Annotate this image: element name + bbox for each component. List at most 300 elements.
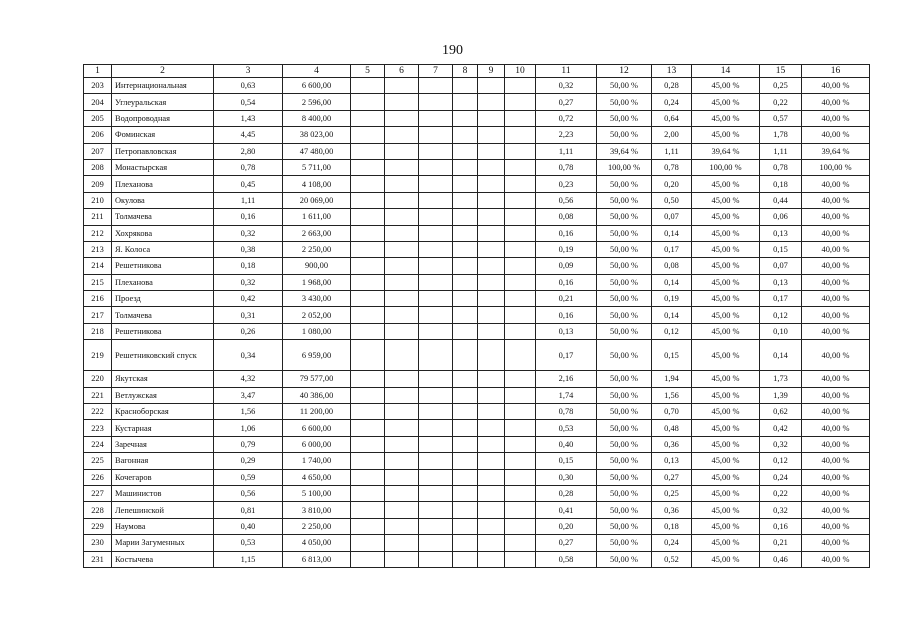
cell-street-name: Интернациональная [112,78,214,94]
cell-col-14: 45,00 % [692,209,760,225]
cell-col-11: 0,27 [536,535,597,551]
cell-col-4: 2 250,00 [283,518,351,534]
cell-empty [351,192,385,208]
cell-col-11: 0,72 [536,110,597,126]
cell-col-14: 45,00 % [692,371,760,387]
cell-empty [478,404,505,420]
table-row [84,535,870,551]
table-row [84,340,870,371]
table-header-row [84,65,870,78]
cell-col-14: 45,00 % [692,453,760,469]
cell-col-13: 0,17 [652,241,692,257]
table-row [84,404,870,420]
cell-empty [385,127,419,143]
cell-row-number: 219 [84,340,112,371]
cell-empty [351,485,385,501]
cell-col-11: 1,11 [536,143,597,159]
cell-col-12: 50,00 % [597,323,652,339]
cell-col-13: 2,00 [652,127,692,143]
cell-row-number: 225 [84,453,112,469]
cell-col-4: 5 711,00 [283,159,351,175]
cell-col-11: 0,78 [536,404,597,420]
cell-col-11: 0,09 [536,258,597,274]
cell-empty [478,94,505,110]
cell-col-11: 0,23 [536,176,597,192]
cell-empty [478,535,505,551]
cell-col-14: 45,00 % [692,535,760,551]
cell-empty [351,453,385,469]
cell-col-15: 0,13 [760,274,802,290]
table-row [84,78,870,94]
cell-col-3: 0,81 [214,502,283,518]
cell-empty [419,192,453,208]
cell-street-name: Лепешинской [112,502,214,518]
cell-col-3: 0,42 [214,291,283,307]
cell-empty [351,307,385,323]
cell-col-16: 40,00 % [802,323,870,339]
cell-col-15: 0,46 [760,551,802,567]
cell-empty [505,420,536,436]
cell-row-number: 218 [84,323,112,339]
cell-empty [478,159,505,175]
cell-row-number: 222 [84,404,112,420]
cell-empty [385,258,419,274]
table-row [84,436,870,452]
cell-street-name: Водопроводная [112,110,214,126]
cell-col-14: 45,00 % [692,502,760,518]
cell-empty [419,241,453,257]
cell-col-15: 0,44 [760,192,802,208]
column-header: 15 [760,65,802,78]
cell-row-number: 215 [84,274,112,290]
column-header: 3 [214,65,283,78]
cell-col-16: 40,00 % [802,78,870,94]
cell-street-name: Решетниковский спуск [112,340,214,371]
cell-col-13: 0,07 [652,209,692,225]
cell-col-16: 40,00 % [802,551,870,567]
cell-empty [351,535,385,551]
cell-empty [505,340,536,371]
cell-empty [385,340,419,371]
cell-col-4: 38 023,00 [283,127,351,143]
cell-empty [385,323,419,339]
cell-col-12: 50,00 % [597,371,652,387]
cell-empty [385,420,419,436]
cell-empty [453,551,478,567]
cell-col-12: 50,00 % [597,551,652,567]
cell-col-3: 0,32 [214,225,283,241]
cell-col-16: 40,00 % [802,469,870,485]
cell-col-3: 0,26 [214,323,283,339]
cell-col-16: 40,00 % [802,241,870,257]
cell-col-14: 45,00 % [692,94,760,110]
cell-col-14: 100,00 % [692,159,760,175]
cell-col-4: 2 250,00 [283,241,351,257]
cell-col-4: 6 600,00 [283,78,351,94]
cell-col-12: 50,00 % [597,518,652,534]
cell-empty [419,535,453,551]
cell-empty [478,436,505,452]
table-row [84,485,870,501]
cell-empty [505,404,536,420]
cell-empty [385,110,419,126]
cell-col-13: 0,28 [652,78,692,94]
cell-col-14: 45,00 % [692,469,760,485]
cell-street-name: Машинистов [112,485,214,501]
cell-street-name: Окулова [112,192,214,208]
cell-col-16: 40,00 % [802,274,870,290]
cell-empty [453,241,478,257]
cell-col-15: 1,39 [760,387,802,403]
cell-empty [351,274,385,290]
cell-empty [453,340,478,371]
cell-col-11: 0,21 [536,291,597,307]
cell-col-11: 0,15 [536,453,597,469]
cell-col-12: 50,00 % [597,387,652,403]
cell-empty [505,307,536,323]
cell-empty [505,469,536,485]
cell-empty [385,535,419,551]
cell-col-16: 40,00 % [802,535,870,551]
cell-col-3: 0,53 [214,535,283,551]
cell-empty [419,143,453,159]
cell-col-12: 50,00 % [597,78,652,94]
cell-col-16: 40,00 % [802,209,870,225]
cell-row-number: 210 [84,192,112,208]
cell-col-14: 45,00 % [692,387,760,403]
cell-empty [505,241,536,257]
cell-empty [351,518,385,534]
table-row [84,453,870,469]
cell-col-16: 40,00 % [802,127,870,143]
cell-empty [505,518,536,534]
table-row [84,371,870,387]
cell-empty [505,436,536,452]
cell-col-16: 40,00 % [802,453,870,469]
table-row [84,518,870,534]
cell-col-15: 0,24 [760,469,802,485]
cell-empty [453,420,478,436]
cell-empty [453,143,478,159]
cell-empty [505,387,536,403]
column-header: 13 [652,65,692,78]
cell-col-13: 0,24 [652,535,692,551]
cell-empty [453,176,478,192]
cell-empty [478,176,505,192]
cell-col-14: 45,00 % [692,192,760,208]
cell-col-13: 0,14 [652,274,692,290]
table-row [84,258,870,274]
cell-col-14: 45,00 % [692,176,760,192]
table-row [84,209,870,225]
cell-col-15: 1,78 [760,127,802,143]
cell-empty [351,94,385,110]
table-row [84,551,870,567]
cell-col-4: 6 813,00 [283,551,351,567]
column-header: 14 [692,65,760,78]
cell-col-16: 40,00 % [802,404,870,420]
cell-col-15: 0,12 [760,307,802,323]
cell-empty [453,159,478,175]
cell-col-4: 900,00 [283,258,351,274]
cell-col-15: 0,57 [760,110,802,126]
cell-street-name: Решетникова [112,323,214,339]
cell-empty [505,159,536,175]
cell-street-name: Я. Колоса [112,241,214,257]
cell-col-14: 45,00 % [692,551,760,567]
cell-col-16: 40,00 % [802,110,870,126]
cell-col-13: 1,11 [652,143,692,159]
cell-empty [453,485,478,501]
cell-empty [478,307,505,323]
cell-col-12: 50,00 % [597,209,652,225]
cell-col-4: 20 069,00 [283,192,351,208]
cell-col-4: 3 430,00 [283,291,351,307]
column-header: 5 [351,65,385,78]
table-row [84,225,870,241]
cell-col-15: 0,25 [760,78,802,94]
cell-empty [453,291,478,307]
cell-col-3: 1,15 [214,551,283,567]
cell-empty [351,371,385,387]
cell-col-4: 2 052,00 [283,307,351,323]
cell-col-11: 0,16 [536,225,597,241]
cell-col-15: 0,32 [760,502,802,518]
cell-col-12: 50,00 % [597,502,652,518]
cell-col-11: 0,27 [536,94,597,110]
cell-col-13: 0,14 [652,307,692,323]
cell-col-12: 50,00 % [597,485,652,501]
cell-col-11: 0,28 [536,485,597,501]
table-row [84,469,870,485]
cell-col-12: 50,00 % [597,340,652,371]
cell-col-15: 0,12 [760,453,802,469]
cell-col-16: 40,00 % [802,291,870,307]
cell-empty [419,127,453,143]
table-row [84,110,870,126]
cell-street-name: Кочегаров [112,469,214,485]
cell-street-name: Петропавловская [112,143,214,159]
table-row [84,291,870,307]
cell-row-number: 228 [84,502,112,518]
cell-empty [453,258,478,274]
cell-col-3: 0,32 [214,274,283,290]
cell-col-4: 4 050,00 [283,535,351,551]
cell-col-3: 0,78 [214,159,283,175]
cell-col-4: 1 740,00 [283,453,351,469]
table-body [84,78,870,568]
table-row [84,192,870,208]
cell-col-3: 4,45 [214,127,283,143]
cell-empty [505,453,536,469]
cell-empty [478,110,505,126]
cell-col-12: 50,00 % [597,469,652,485]
cell-empty [385,551,419,567]
cell-empty [419,323,453,339]
column-header: 8 [453,65,478,78]
cell-empty [385,94,419,110]
table-row [84,387,870,403]
cell-empty [478,274,505,290]
cell-empty [505,94,536,110]
cell-col-13: 0,19 [652,291,692,307]
column-header: 2 [112,65,214,78]
cell-row-number: 229 [84,518,112,534]
cell-row-number: 209 [84,176,112,192]
cell-col-4: 6 000,00 [283,436,351,452]
cell-col-15: 0,07 [760,258,802,274]
cell-col-15: 0,22 [760,485,802,501]
cell-empty [419,94,453,110]
cell-row-number: 220 [84,371,112,387]
cell-col-15: 0,18 [760,176,802,192]
cell-col-15: 0,13 [760,225,802,241]
cell-col-3: 2,80 [214,143,283,159]
cell-empty [505,258,536,274]
cell-col-15: 0,42 [760,420,802,436]
cell-col-11: 0,30 [536,469,597,485]
cell-col-13: 0,18 [652,518,692,534]
cell-col-15: 0,78 [760,159,802,175]
cell-col-12: 50,00 % [597,453,652,469]
cell-empty [385,404,419,420]
cell-col-11: 0,32 [536,78,597,94]
cell-col-12: 50,00 % [597,94,652,110]
cell-empty [419,258,453,274]
page-number: 190 [442,43,463,58]
cell-empty [419,110,453,126]
cell-col-13: 0,20 [652,176,692,192]
cell-col-3: 0,54 [214,94,283,110]
cell-col-14: 45,00 % [692,485,760,501]
cell-col-4: 11 200,00 [283,404,351,420]
table-row [84,94,870,110]
cell-empty [453,110,478,126]
cell-empty [505,291,536,307]
cell-col-13: 0,50 [652,192,692,208]
cell-empty [453,209,478,225]
cell-empty [453,387,478,403]
cell-col-14: 45,00 % [692,110,760,126]
cell-row-number: 206 [84,127,112,143]
cell-col-13: 1,56 [652,387,692,403]
cell-row-number: 231 [84,551,112,567]
cell-col-14: 45,00 % [692,307,760,323]
cell-col-12: 50,00 % [597,535,652,551]
cell-empty [478,518,505,534]
cell-empty [351,502,385,518]
cell-street-name: Толмачева [112,307,214,323]
cell-empty [385,453,419,469]
cell-col-3: 0,29 [214,453,283,469]
cell-empty [419,453,453,469]
cell-col-16: 40,00 % [802,307,870,323]
cell-col-14: 45,00 % [692,241,760,257]
cell-empty [505,176,536,192]
cell-empty [478,485,505,501]
cell-empty [505,127,536,143]
cell-empty [505,209,536,225]
cell-col-16: 40,00 % [802,502,870,518]
cell-empty [419,340,453,371]
cell-empty [351,340,385,371]
cell-col-14: 39,64 % [692,143,760,159]
cell-col-11: 0,16 [536,307,597,323]
cell-col-4: 47 480,00 [283,143,351,159]
cell-col-15: 0,10 [760,323,802,339]
cell-row-number: 226 [84,469,112,485]
cell-row-number: 216 [84,291,112,307]
cell-col-14: 45,00 % [692,436,760,452]
cell-col-15: 0,62 [760,404,802,420]
cell-empty [453,502,478,518]
cell-col-14: 45,00 % [692,258,760,274]
cell-col-16: 40,00 % [802,371,870,387]
streets-table [83,64,870,568]
cell-empty [505,274,536,290]
cell-col-13: 0,78 [652,159,692,175]
cell-empty [385,143,419,159]
cell-empty [419,485,453,501]
cell-empty [478,209,505,225]
cell-empty [419,387,453,403]
cell-col-16: 40,00 % [802,340,870,371]
cell-col-15: 0,22 [760,94,802,110]
cell-col-14: 45,00 % [692,420,760,436]
cell-col-12: 50,00 % [597,127,652,143]
cell-empty [505,78,536,94]
cell-col-14: 45,00 % [692,225,760,241]
cell-empty [351,78,385,94]
cell-col-3: 0,79 [214,436,283,452]
cell-col-4: 1 611,00 [283,209,351,225]
cell-empty [385,78,419,94]
cell-col-11: 0,78 [536,159,597,175]
cell-empty [419,159,453,175]
cell-empty [419,274,453,290]
column-header: 4 [283,65,351,78]
cell-col-4: 2 596,00 [283,94,351,110]
cell-street-name: Ветлужская [112,387,214,403]
cell-empty [351,291,385,307]
cell-col-4: 79 577,00 [283,371,351,387]
cell-empty [419,551,453,567]
cell-empty [478,502,505,518]
cell-row-number: 217 [84,307,112,323]
cell-empty [478,258,505,274]
cell-col-15: 1,73 [760,371,802,387]
cell-col-15: 0,16 [760,518,802,534]
cell-col-3: 0,16 [214,209,283,225]
cell-col-13: 0,13 [652,453,692,469]
cell-col-11: 0,58 [536,551,597,567]
cell-empty [385,502,419,518]
cell-col-16: 40,00 % [802,436,870,452]
cell-empty [419,420,453,436]
cell-col-13: 0,24 [652,94,692,110]
cell-col-3: 1,11 [214,192,283,208]
cell-col-12: 50,00 % [597,420,652,436]
cell-col-12: 50,00 % [597,225,652,241]
cell-col-13: 0,52 [652,551,692,567]
table-row [84,241,870,257]
table-row [84,127,870,143]
cell-col-3: 0,56 [214,485,283,501]
cell-col-12: 50,00 % [597,274,652,290]
cell-col-3: 0,38 [214,241,283,257]
cell-col-13: 0,25 [652,485,692,501]
cell-col-14: 45,00 % [692,404,760,420]
